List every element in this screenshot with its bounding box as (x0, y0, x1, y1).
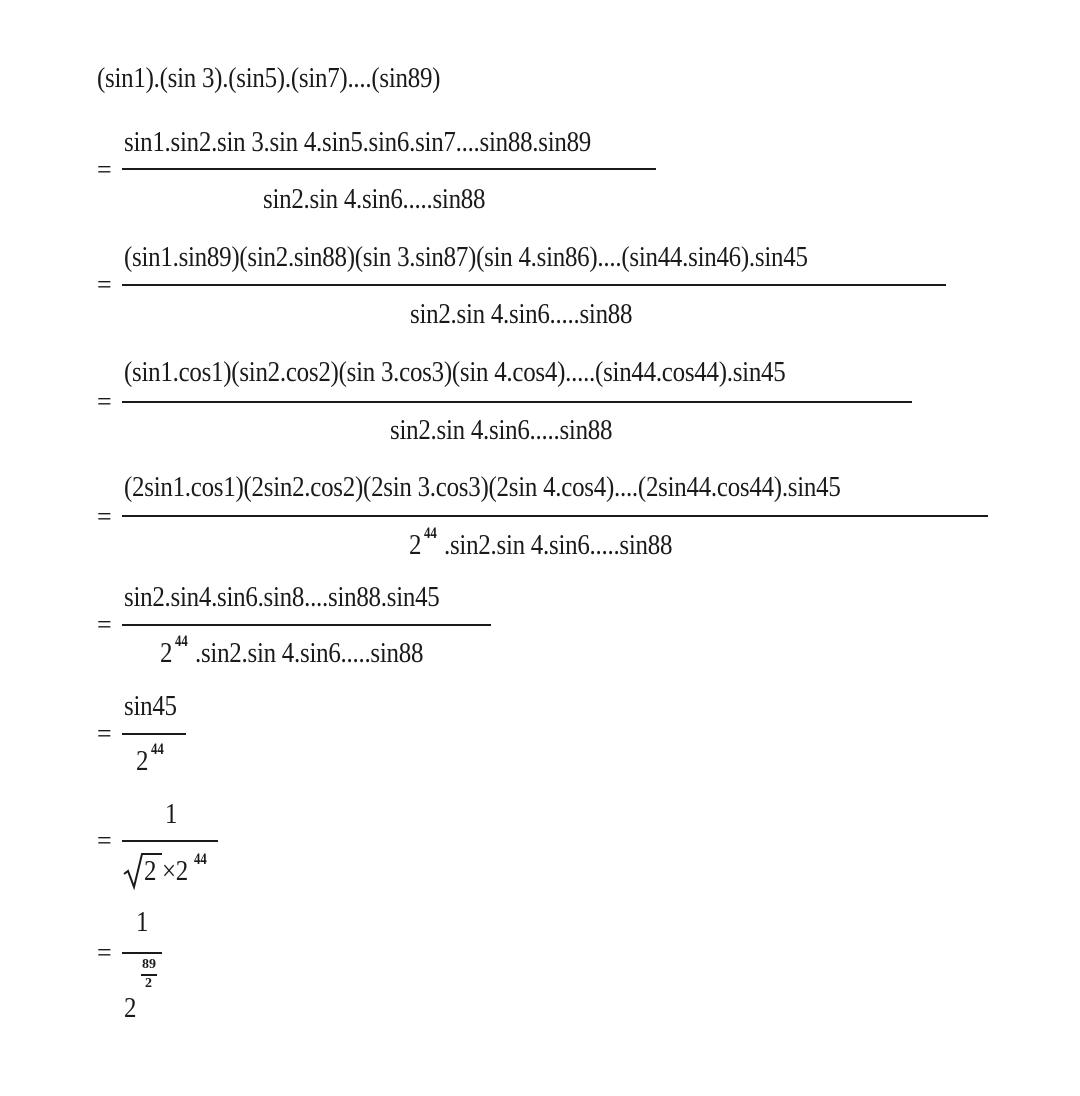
fraction-4-denominator-rest: .sin2.sin 4.sin6.....sin88 (444, 529, 673, 561)
fraction-2-bar (122, 284, 946, 286)
fraction-3-bar (122, 401, 912, 403)
fraction-1-numerator: sin1.sin2.sin 3.sin 4.sin5.sin6.sin7....sin88.sin89 (124, 126, 592, 158)
fraction-4-denominator-base: 2 (409, 529, 422, 561)
equals-sign: = (97, 719, 112, 748)
fraction-8-bar (122, 952, 162, 954)
equals-sign: = (97, 387, 112, 416)
fraction-5-bar (122, 624, 491, 626)
fraction-2-denominator: sin2.sin 4.sin6.....sin88 (410, 298, 633, 330)
fraction-5-numerator: sin2.sin4.sin6.sin8....sin88.sin45 (124, 581, 440, 613)
fraction-6-exponent: 44 (151, 741, 164, 758)
fraction-2-numerator: (sin1.sin89)(sin2.sin88)(sin 3.sin87)(sin 4.sin86)....(sin44.sin46).sin45 (124, 241, 808, 273)
fraction-7-bar (122, 840, 218, 842)
equals-sign: = (97, 502, 112, 531)
fraction-5-denominator-rest: .sin2.sin 4.sin6.....sin88 (195, 637, 424, 669)
fraction-8-exponent-denominator: 2 (145, 976, 152, 991)
fraction-8-denominator-base: 2 (124, 992, 137, 1024)
fraction-1-denominator: sin2.sin 4.sin6.....sin88 (263, 183, 486, 215)
fraction-5-denominator-base: 2 (160, 637, 173, 669)
fraction-6-denominator-base: 2 (136, 745, 149, 777)
fraction-4-numerator: (2sin1.cos1)(2sin2.cos2)(2sin 3.cos3)(2sin 4.cos4)....(2sin44.cos44).sin45 (124, 471, 841, 503)
fraction-4-exponent: 44 (424, 525, 437, 542)
fraction-7-times-base: ×2 (162, 855, 189, 887)
fraction-6-bar (122, 733, 186, 735)
fraction-3-numerator: (sin1.cos1)(sin2.cos2)(sin 3.cos3)(sin 4.cos4).....(sin44.cos44).sin45 (124, 356, 786, 388)
fraction-8-numerator: 1 (136, 906, 149, 938)
equals-sign: = (97, 270, 112, 299)
fraction-1-bar (122, 168, 656, 170)
square-root-symbol (122, 850, 146, 890)
fraction-7-exponent: 44 (194, 851, 207, 868)
equals-sign: = (97, 610, 112, 639)
fraction-6-numerator: sin45 (124, 690, 177, 722)
equals-sign: = (97, 938, 112, 967)
equals-sign: = (97, 826, 112, 855)
fraction-7-radicand: 2 (144, 855, 157, 887)
product-expression: (sin1).(sin 3).(sin5).(sin7)....(sin89) (97, 62, 441, 94)
fraction-3-denominator: sin2.sin 4.sin6.....sin88 (390, 414, 613, 446)
fraction-8-exponent-numerator: 89 (142, 957, 156, 972)
fraction-7-numerator: 1 (165, 798, 178, 830)
fraction-5-exponent: 44 (175, 633, 188, 650)
equals-sign: = (97, 155, 112, 184)
fraction-4-bar (122, 515, 988, 517)
